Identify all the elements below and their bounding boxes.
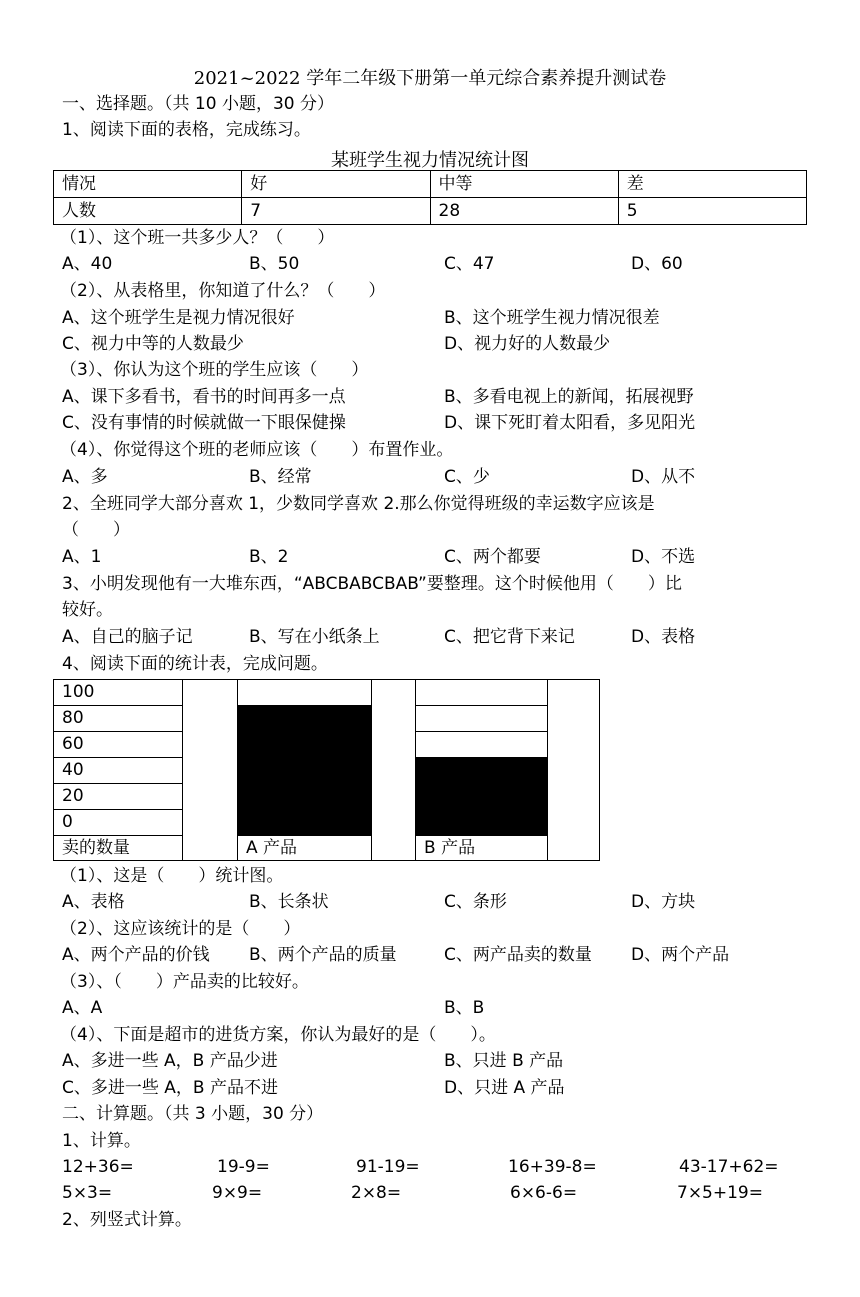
table-title: 某班学生视力情况统计图 [331, 150, 529, 171]
option: C、条形 [444, 892, 507, 912]
option: C、把它背下来记 [444, 627, 575, 647]
chart-column [182, 679, 238, 861]
calc-item: 9×9= [212, 1183, 263, 1203]
table-row [54, 171, 807, 198]
option: D、方块 [631, 892, 696, 912]
option: B、写在小纸条上 [249, 627, 380, 647]
bar-b-product [416, 757, 547, 835]
option: D、不选 [631, 547, 696, 567]
option: C、视力中等的人数最少 [62, 334, 244, 354]
vision-table [53, 170, 807, 225]
option: C、47 [444, 254, 495, 274]
calc-item: 7×5+19= [677, 1183, 763, 1203]
q1-sub4-text: （4）、你觉得这个班的老师应该（ ）布置作业。 [60, 440, 454, 460]
table-cell: 人数 [54, 198, 242, 225]
tick-label: 20 [53, 783, 183, 810]
q1-sub1-text: （1）、这个班一共多少人？（ ） [60, 228, 335, 248]
question-2-text: 2、全班同学大部分喜欢 1，少数同学喜欢 2.那么你觉得班级的幸运数字应该是 [62, 494, 655, 514]
chart-column [371, 679, 416, 861]
option: B、经常 [249, 467, 312, 487]
option: D、表格 [631, 627, 696, 647]
option: D、只进 A 产品 [444, 1078, 565, 1098]
tick-label: 40 [53, 757, 183, 784]
table-cell: 28 [430, 198, 618, 225]
tick-label: 0 [53, 809, 183, 836]
calc-item: 2×8= [351, 1183, 402, 1203]
page-title: 2021~2022 学年二年级下册第一单元综合素养提升测试卷 [193, 68, 667, 89]
calc-item: 43-17+62= [679, 1157, 779, 1177]
calc-prompt: 1、计算。 [62, 1131, 141, 1151]
option: A、40 [62, 254, 113, 274]
table-cell: 5 [618, 198, 806, 225]
section-2-heading: 二、计算题。（共 3 小题，30 分） [62, 1104, 324, 1124]
question-3-text: 3、小明发现他有一大堆东西，“ABCBABCBAB”要整理。这个时候他用（ ）比 [62, 574, 682, 594]
option: A、1 [62, 547, 102, 567]
option: A、多 [62, 467, 108, 487]
option: C、多进一些 A，B 产品不进 [62, 1078, 278, 1098]
option: C、没有事情的时候就做一下眼保健操 [62, 413, 346, 433]
section-1-heading: 一、选择题。（共 10 小题，30 分） [62, 94, 334, 114]
q4-sub3-text: （3）、（ ）产品卖的比较好。 [60, 972, 309, 992]
option: A、表格 [62, 892, 125, 912]
option: A、两个产品的价钱 [62, 945, 210, 965]
calc-item: 5×3= [62, 1183, 113, 1203]
calc-item: 6×6-6= [510, 1183, 578, 1203]
option: B、两个产品的质量 [249, 945, 397, 965]
option: B、长条状 [249, 892, 329, 912]
question-4-prompt: 4、阅读下面的统计表，完成问题。 [62, 654, 328, 674]
table-cell: 情况 [54, 171, 242, 198]
option: B、这个班学生视力情况很差 [444, 308, 660, 328]
option: D、视力好的人数最少 [444, 334, 611, 354]
option: C、两产品卖的数量 [444, 945, 592, 965]
option: C、少 [444, 467, 490, 487]
table-cell: 7 [242, 198, 430, 225]
q4-sub2-text: （2）、这应该统计的是（ ） [60, 919, 301, 939]
q1-sub3-text: （3）、你认为这个班的学生应该（ ） [60, 360, 369, 380]
option: D、课下死盯着太阳看，多见阳光 [444, 413, 696, 433]
vertical-calc-prompt: 2、列竖式计算。 [62, 1210, 192, 1230]
tick-label: 80 [53, 705, 183, 732]
q1-sub2-text: （2）、从表格里，你知道了什么？（ ） [60, 281, 386, 301]
q4-sub4-text: （4）、下面是超市的进货方案，你认为最好的是（ ）。 [60, 1025, 496, 1045]
calc-item: 91-19= [356, 1157, 420, 1177]
option: A、课下多看书，看书的时间再多一点 [62, 387, 346, 407]
option: A、多进一些 A，B 产品少进 [62, 1051, 278, 1071]
option: C、两个都要 [444, 547, 541, 567]
x-axis-label: 卖的数量 [53, 835, 183, 861]
sales-bar-chart [53, 679, 600, 861]
option: B、B [444, 998, 485, 1018]
calc-item: 16+39-8= [508, 1157, 597, 1177]
category-label: B 产品 [415, 835, 548, 861]
question-1-prompt: 1、阅读下面的表格，完成练习。 [62, 120, 311, 140]
tick-label: 100 [53, 679, 183, 706]
tick-label: 60 [53, 731, 183, 758]
option: B、多看电视上的新闻，拓展视野 [444, 387, 694, 407]
table-cell: 差 [618, 171, 806, 198]
calc-item: 19-9= [217, 1157, 270, 1177]
option: D、两个产品 [631, 945, 730, 965]
q4-sub1-text: （1）、这是（ ）统计图。 [60, 866, 284, 886]
table-cell: 好 [242, 171, 430, 198]
table-row [54, 198, 807, 225]
question-2-text-cont: （ ） [62, 520, 130, 540]
table-cell: 中等 [430, 171, 618, 198]
option: B、只进 B 产品 [444, 1051, 564, 1071]
calc-item: 12+36= [62, 1157, 134, 1177]
option: D、从不 [631, 467, 696, 487]
category-label: A 产品 [237, 835, 372, 861]
option: B、2 [249, 547, 289, 567]
option: D、60 [631, 254, 683, 274]
option: A、A [62, 998, 103, 1018]
option: A、自己的脑子记 [62, 627, 193, 647]
question-3-text-cont: 较好。 [62, 600, 113, 620]
bar-a-product [238, 705, 371, 835]
option: A、这个班学生是视力情况很好 [62, 308, 295, 328]
option: B、50 [249, 254, 300, 274]
